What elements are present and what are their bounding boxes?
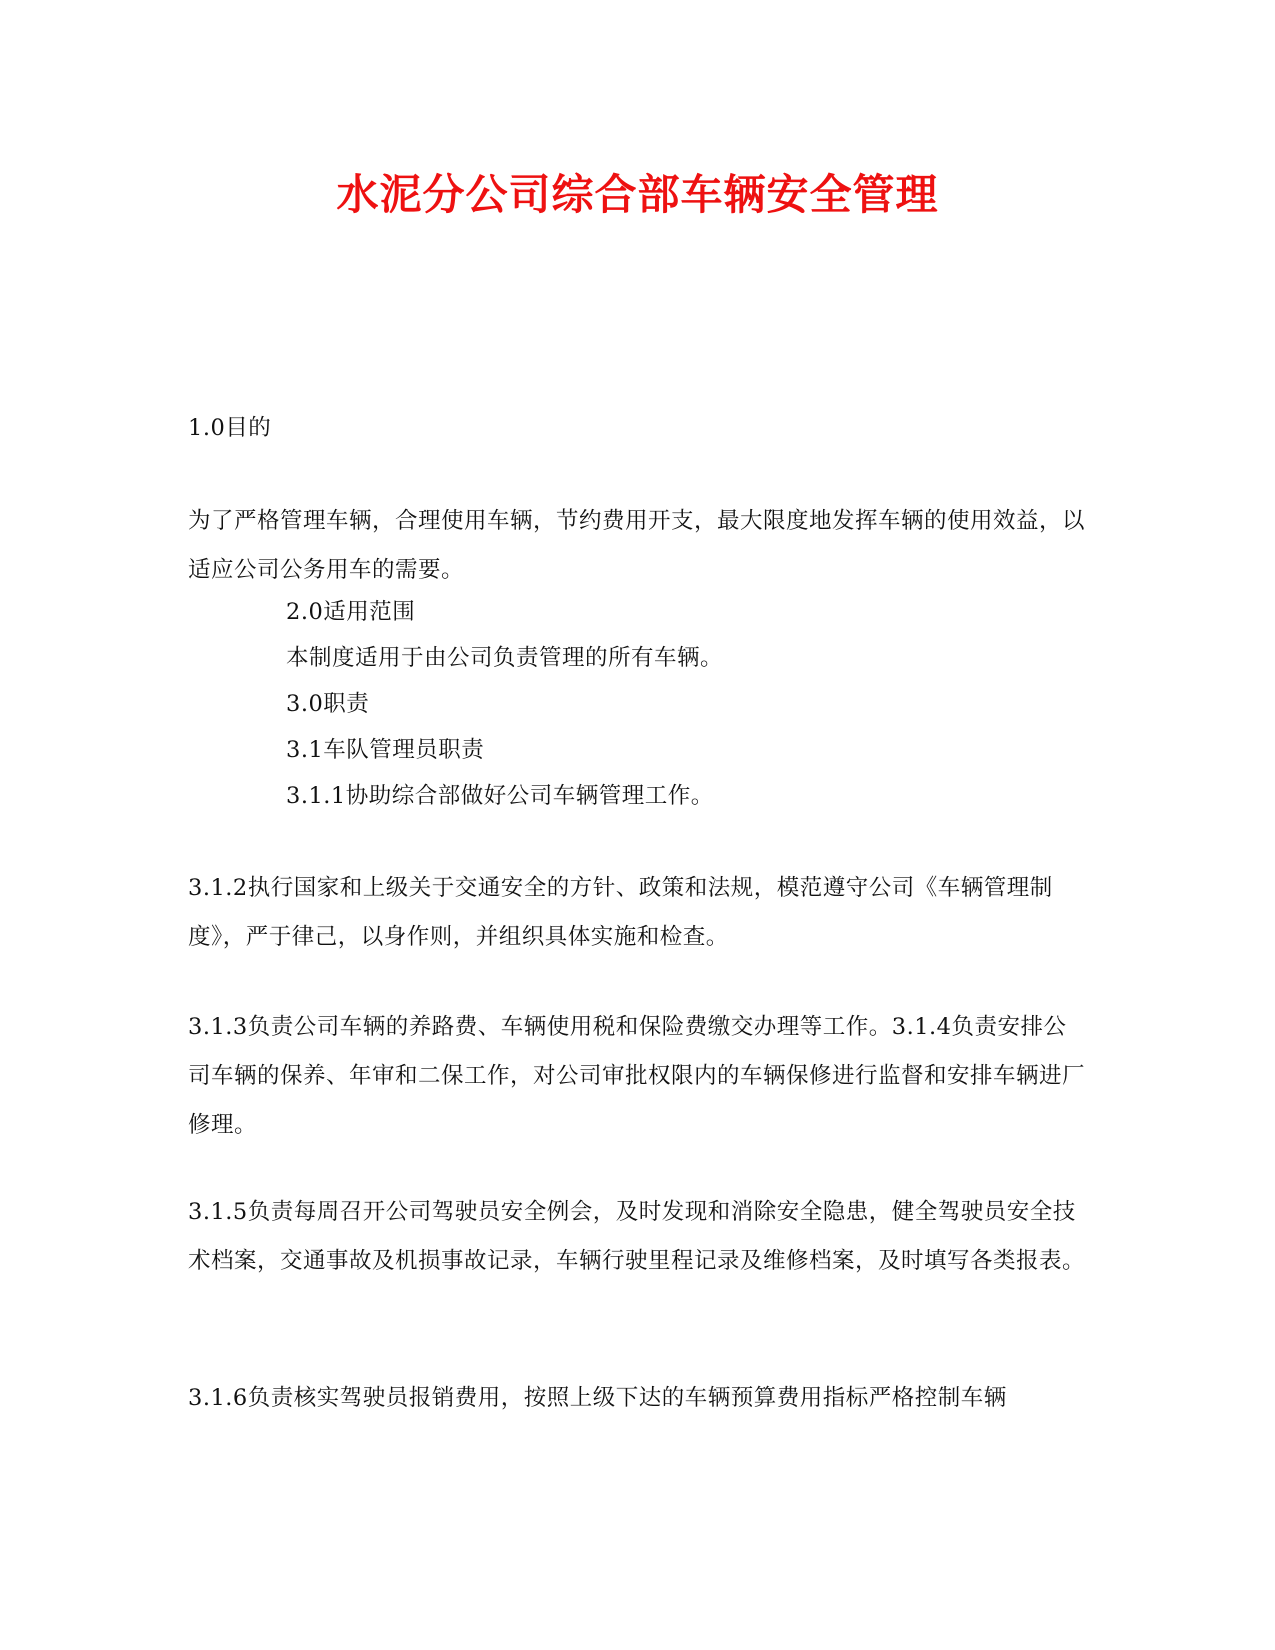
section-heading-duties: 3.0职责: [286, 691, 370, 717]
document-title: 水泥分公司综合部车辆安全管理: [336, 170, 939, 219]
item-3-1-6: 3.1.6负责核实驾驶员报销费用，按照上级下达的车辆预算费用指标严格控制车辆: [188, 1385, 1007, 1411]
item-3-1-1: 3.1.1协助综合部做好公司车辆管理工作。: [286, 783, 714, 809]
section-heading-scope: 2.0适用范围: [286, 599, 416, 625]
section-heading-purpose: 1.0目的: [188, 415, 272, 441]
subsection-heading-fleet-manager: 3.1车队管理员职责: [286, 737, 485, 763]
paragraph-scope: 本制度适用于由公司负责管理的所有车辆。: [286, 645, 724, 671]
item-3-1-2: 3.1.2执行国家和上级关于交通安全的方针、政策和法规，模范遵守公司《车辆管理制度》，严于律己，以身作则，并组织具体实施和检查。: [188, 875, 1053, 950]
item-3-1-5: 3.1.5负责每周召开公司驾驶员安全例会，及时发现和消除安全隐患，健全驾驶员安全技术档案，交通事故及机损事故记录，车辆行驶里程记录及维修档案，及时填写各类报表。: [188, 1199, 1086, 1274]
paragraph-purpose: 为了严格管理车辆，合理使用车辆，节约费用开支，最大限度地发挥车辆的使用效益，以适应公司公务用车的需要。: [188, 508, 1086, 583]
item-3-1-3-and-3-1-4: 3.1.3负责公司车辆的养路费、车辆使用税和保险费缴交办理等工作。3.1.4负责安排公司车辆的保养、年审和二保工作，对公司审批权限内的车辆保修进行监督和安排车辆进厂修理。: [188, 1014, 1086, 1138]
